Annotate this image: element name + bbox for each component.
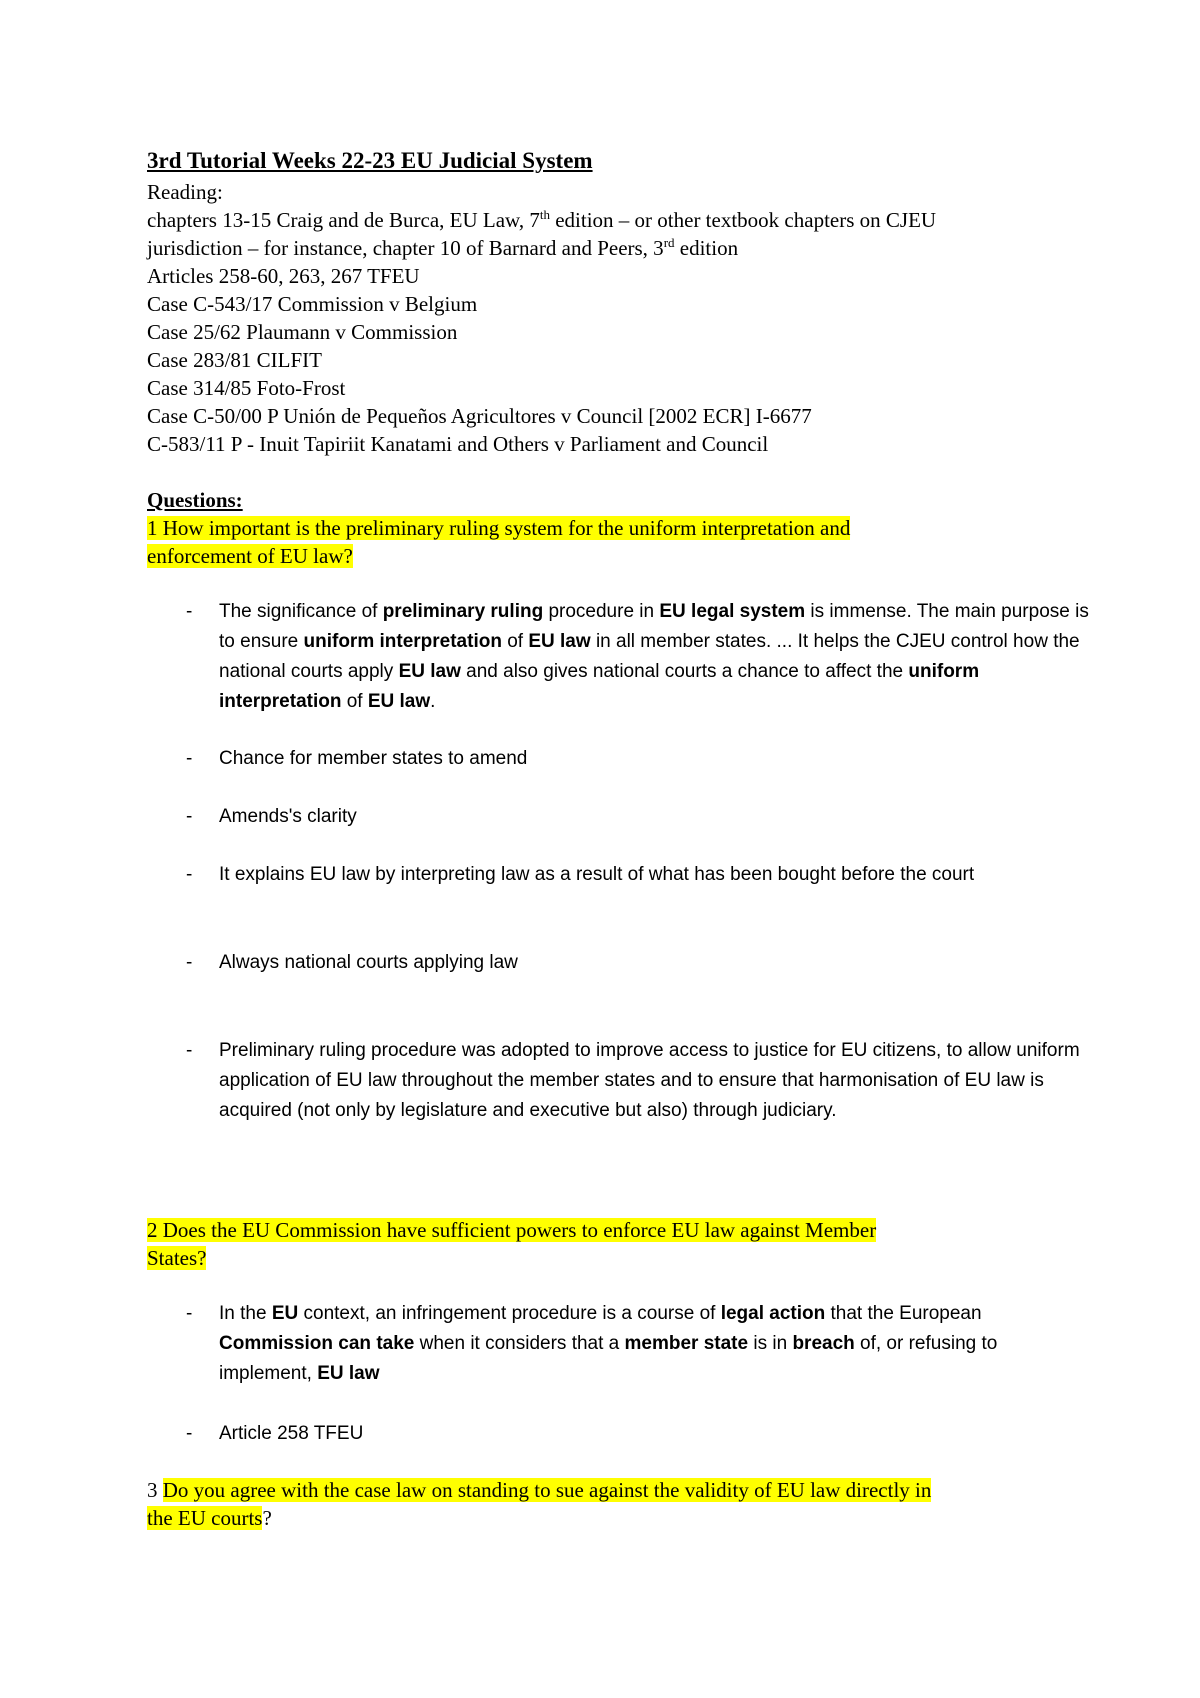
q2-answer-2: Article 258 TFEU	[219, 1423, 364, 1444]
question-1-line-2: enforcement of EU law?	[147, 544, 353, 568]
question-2-line-1: 2 Does the EU Commission have sufficient powers to enforce EU law against Member	[147, 1218, 877, 1242]
bullet-dash: -	[186, 1303, 193, 1324]
reading-item: Case C-543/17 Commission v Belgium	[147, 292, 478, 316]
q1-answer-3: Amends's clarity	[219, 806, 357, 827]
question-3-line-2: the EU courts?	[147, 1506, 272, 1530]
q1-answer-6: Preliminary ruling procedure was adopted to improve access to justice for EU citizens, to allow uniform application of EU law throughout the member states and to ensure that harmonisation of EU law is acquired (not only by legislature and executive but also) through judiciary.	[219, 1040, 1080, 1121]
bullet-dash: -	[186, 864, 193, 885]
q2-answer-1: In the EU context, an infringement procedure is a course of legal action that the European Commission can take when it considers that a member state is in breach of, or refusing to implement, EU law	[219, 1303, 998, 1384]
reading-item: Case 314/85 Foto-Frost	[147, 376, 346, 400]
bullet-dash: -	[186, 748, 193, 769]
bullet-dash: -	[186, 601, 193, 622]
q1-answer-1: The significance of preliminary ruling procedure in EU legal system is immense. The main purpose is to ensure uniform interpretation of EU law in all member states. ... It helps the CJEU control how the national courts apply EU law and also gives national courts a chance to affect the uniform interpretation of EU law.	[219, 601, 1089, 712]
reading-item: C-583/11 P - Inuit Tapiriit Kanatami and Others v Parliament and Council	[147, 432, 769, 456]
question-3-line-1: 3 Do you agree with the case law on standing to sue against the validity of EU law directly in	[147, 1478, 932, 1502]
reading-item: Articles 258-60, 263, 267 TFEU	[147, 264, 420, 288]
bullet-dash: -	[186, 806, 193, 827]
bullet-dash: -	[186, 952, 193, 973]
q1-answer-5: Always national courts applying law	[219, 952, 518, 973]
question-1-line-1: 1 How important is the preliminary ruling system for the uniform interpretation and	[147, 516, 851, 540]
questions-heading: Questions:	[147, 488, 243, 512]
q1-answer-4: It explains EU law by interpreting law as a result of what has been bought before the court	[219, 864, 975, 885]
bullet-dash: -	[186, 1423, 193, 1444]
question-2-line-2: States?	[147, 1246, 207, 1270]
page-title: 3rd Tutorial Weeks 22-23 EU Judicial System	[147, 148, 593, 173]
reading-line-1: chapters 13-15 Craig and de Burca, EU Law, 7th edition – or other textbook chapters on CJEU	[147, 207, 937, 232]
reading-label: Reading:	[147, 180, 223, 204]
reading-item: Case C-50/00 P Unión de Pequeños Agricultores v Council [2002 ECR] I-6677	[147, 404, 812, 428]
q1-answer-2: Chance for member states to amend	[219, 748, 528, 769]
reading-line-2: jurisdiction – for instance, chapter 10 of Barnard and Peers, 3rd edition	[147, 235, 739, 260]
reading-item: Case 283/81 CILFIT	[147, 348, 322, 372]
bullet-dash: -	[186, 1040, 193, 1061]
reading-item: Case 25/62 Plaumann v Commission	[147, 320, 458, 344]
